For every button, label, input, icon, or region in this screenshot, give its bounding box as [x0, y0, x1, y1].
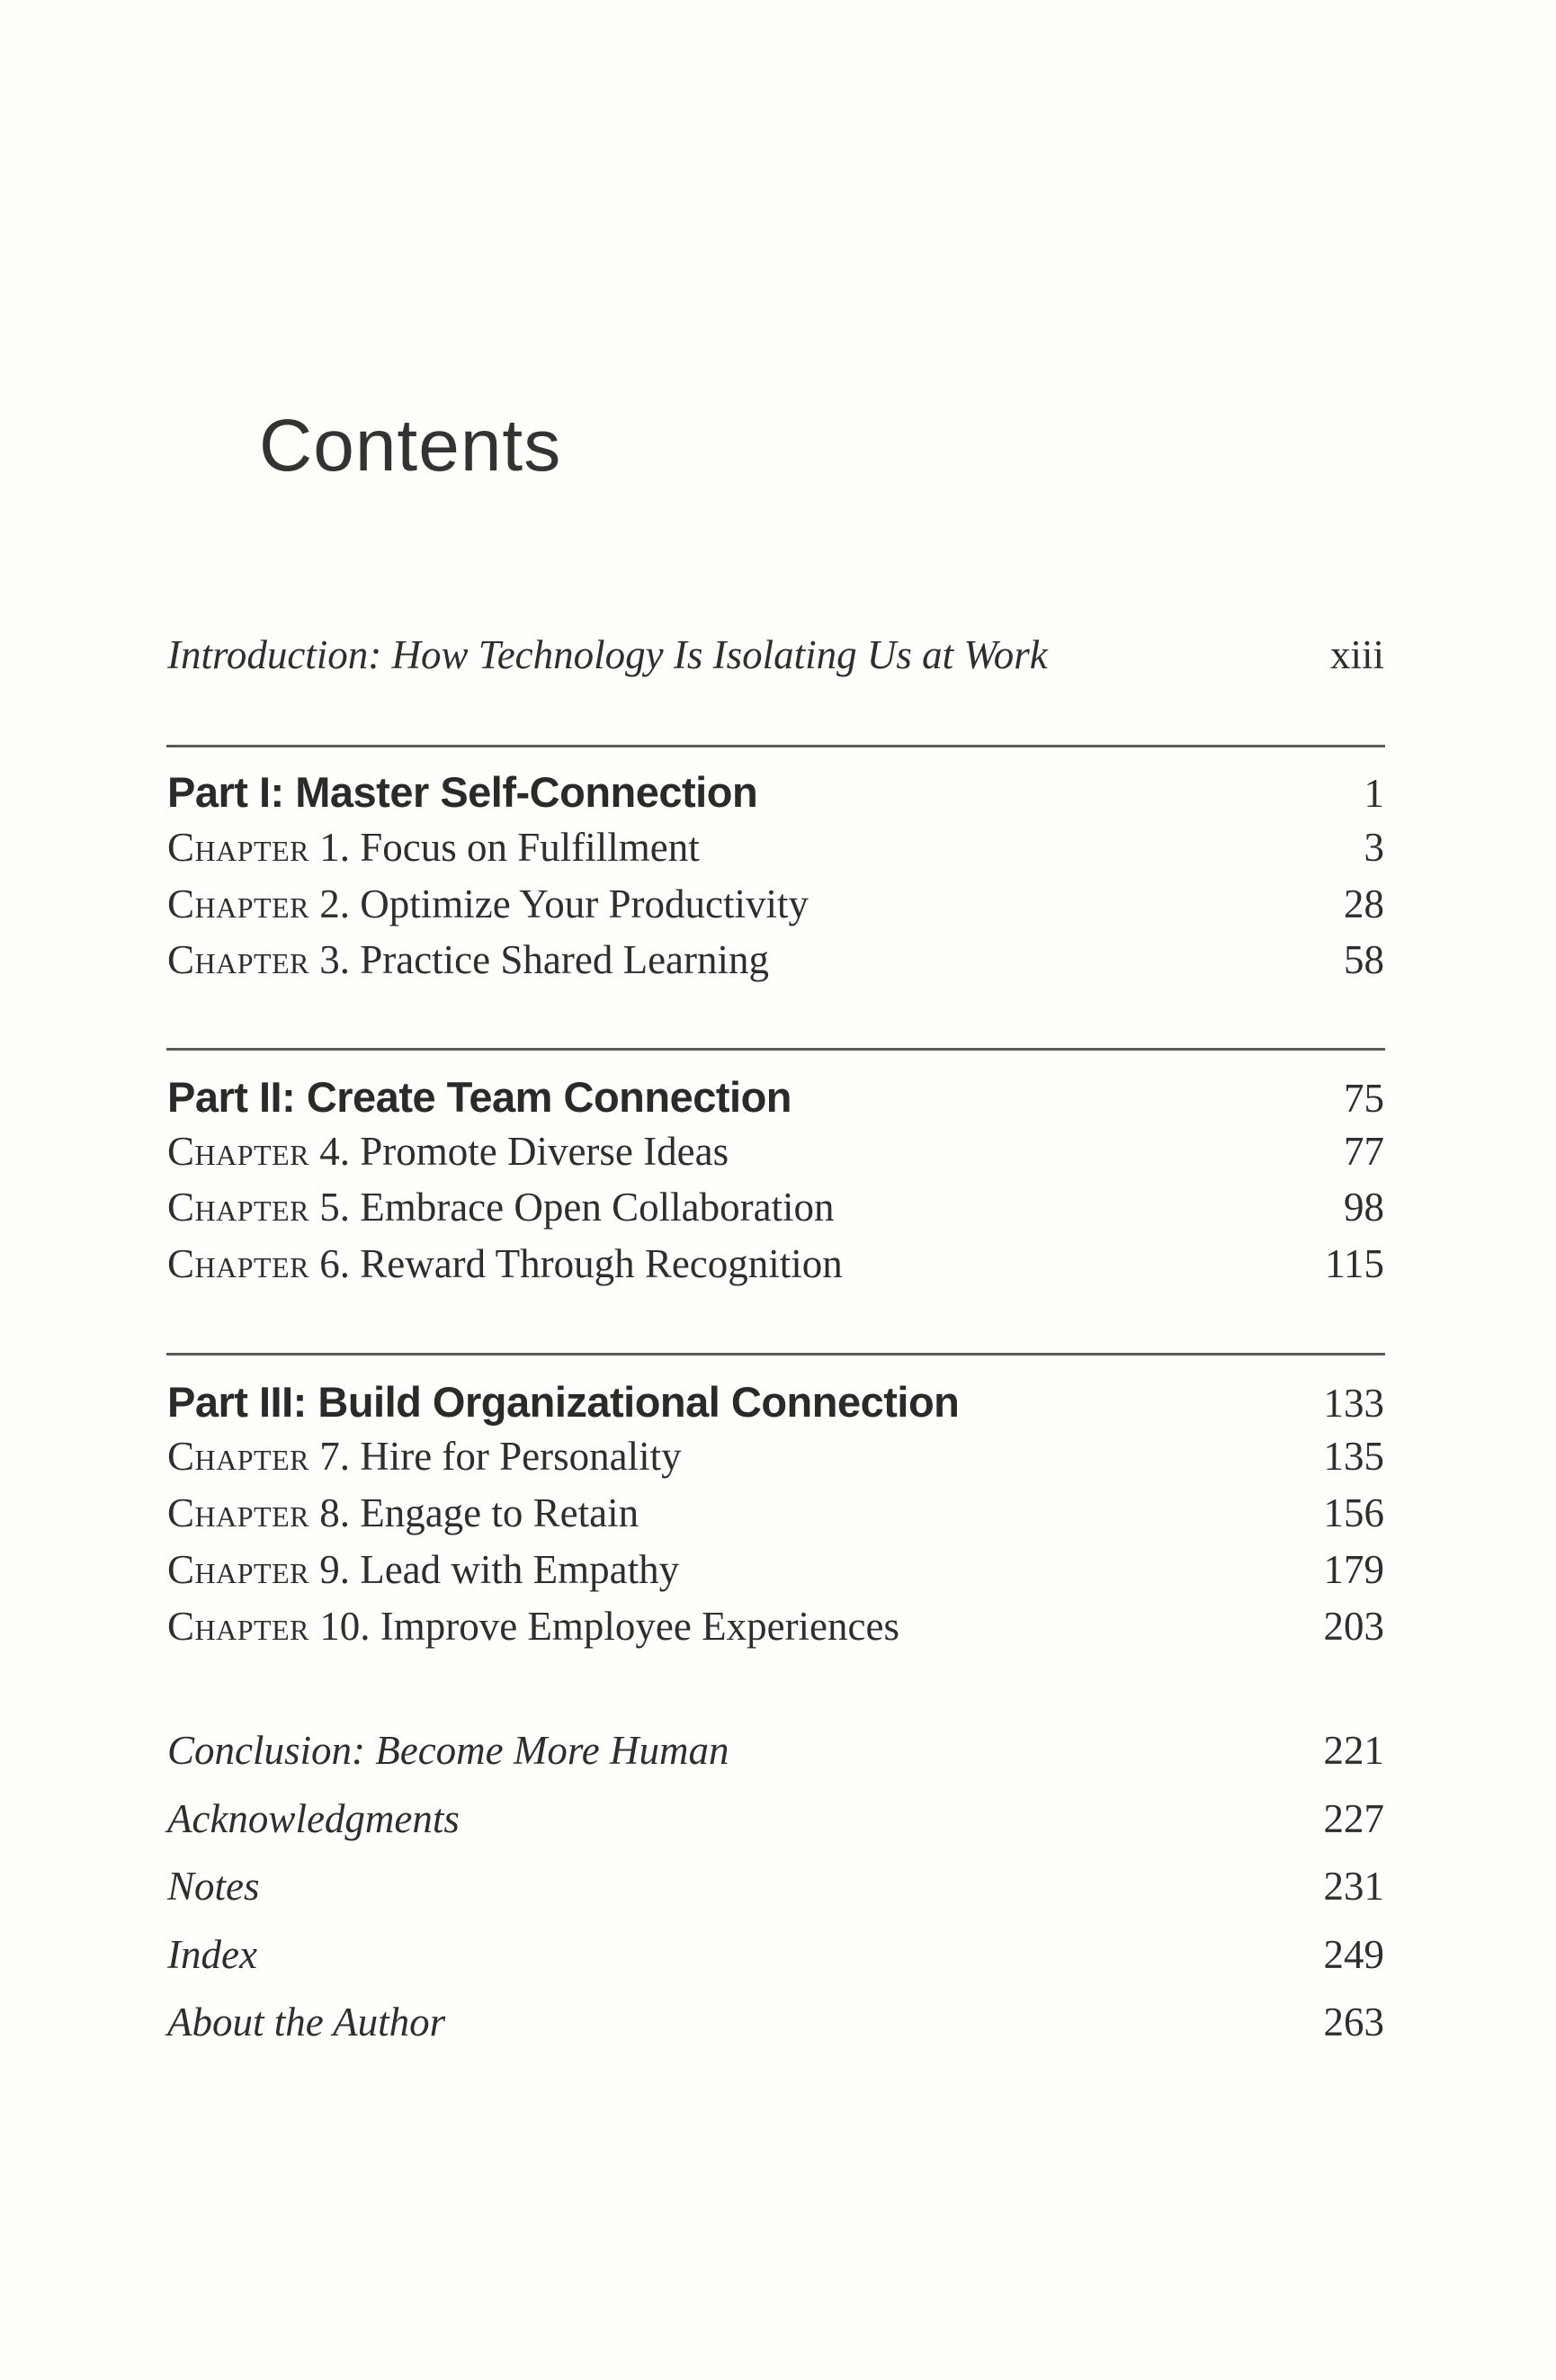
chapter-title: Promote Diverse Ideas [360, 1129, 729, 1174]
toc-part-label: Part III: Build Organizational Connection [167, 1378, 960, 1426]
toc-entry-about-the-author[interactable] [167, 2002, 1384, 2043]
chapter-title: Reward Through Recognition [360, 1241, 843, 1286]
chapter-prefix: Chapter [167, 881, 309, 926]
toc-entry-label: Index [167, 1932, 257, 1977]
toc-part-label: Part II: Create Team Connection [167, 1073, 791, 1121]
section-divider [166, 1353, 1385, 1356]
chapter-prefix: Chapter [167, 937, 309, 982]
page-title: Contents [259, 405, 562, 487]
toc-entry-index[interactable] [167, 1932, 1384, 1977]
chapter-prefix: Chapter [167, 1490, 309, 1535]
chapter-number: 3. [319, 937, 350, 982]
toc-page-number: 179 [1323, 1547, 1384, 1592]
chapter-title: Practice Shared Learning [360, 937, 770, 982]
toc-page-number: 133 [1323, 1381, 1384, 1426]
toc-entry-acknowledgments[interactable] [167, 1796, 1384, 1841]
toc-page-number: 58 [1344, 937, 1384, 982]
toc-page-number: 28 [1344, 881, 1384, 926]
toc-chapter-4[interactable] [167, 1129, 1384, 1174]
toc-part-3[interactable] [167, 1378, 1384, 1426]
toc-page-number: 1 [1364, 771, 1384, 816]
toc-page-number: 249 [1323, 1932, 1384, 1977]
chapter-prefix: Chapter [167, 1604, 309, 1649]
chapter-title: Hire for Personality [360, 1434, 682, 1479]
toc-page-number: 227 [1323, 1796, 1384, 1841]
chapter-prefix: Chapter [167, 1241, 309, 1286]
chapter-title: Lead with Empathy [360, 1547, 680, 1592]
chapter-title: Engage to Retain [360, 1490, 639, 1535]
toc-page-number: 75 [1344, 1076, 1384, 1121]
chapter-prefix: Chapter [167, 825, 309, 870]
toc-entry-label: Introduction: How Technology Is Isolating Us at Work [167, 632, 1048, 677]
toc-page-number: 98 [1344, 1185, 1384, 1230]
toc-page-number: 231 [1323, 1864, 1384, 1909]
toc-entry-notes[interactable] [167, 1866, 1384, 1907]
toc-chapter-9[interactable] [167, 1547, 1384, 1592]
toc-chapter-7[interactable] [167, 1436, 1384, 1477]
chapter-number: 4. [319, 1129, 350, 1174]
chapter-number: 8. [319, 1490, 350, 1535]
toc-page-number: 156 [1323, 1490, 1384, 1535]
section-divider [166, 1048, 1385, 1051]
chapter-prefix: Chapter [167, 1129, 309, 1174]
toc-chapter-8[interactable] [167, 1490, 1384, 1535]
toc-chapter-1[interactable] [167, 825, 1384, 870]
toc-page-number: 203 [1323, 1604, 1384, 1649]
toc-entry-label: Conclusion: Become More Human [167, 1728, 729, 1773]
chapter-number: 5. [319, 1185, 350, 1230]
chapter-number: 10. [319, 1604, 371, 1649]
toc-page-number: 3 [1364, 825, 1384, 870]
chapter-prefix: Chapter [167, 1185, 309, 1230]
toc-chapter-6[interactable] [167, 1241, 1384, 1286]
toc-entry-introduction[interactable] [167, 632, 1384, 677]
toc-entry-conclusion[interactable] [167, 1728, 1384, 1773]
toc-page-number: xiii [1329, 632, 1384, 677]
chapter-title: Optimize Your Productivity [360, 881, 809, 926]
toc-part-1[interactable] [167, 768, 1384, 816]
toc-page-number: 115 [1325, 1241, 1384, 1286]
chapter-number: 1. [319, 825, 350, 870]
toc-entry-label: Notes [167, 1864, 260, 1909]
chapter-title: Embrace Open Collaboration [360, 1185, 835, 1230]
toc-chapter-3[interactable] [167, 937, 1384, 982]
toc-page-number: 221 [1323, 1728, 1384, 1773]
toc-chapter-10[interactable] [167, 1606, 1384, 1647]
toc-page-number: 135 [1323, 1434, 1384, 1479]
chapter-prefix: Chapter [167, 1434, 309, 1479]
chapter-number: 9. [319, 1547, 350, 1592]
toc-page-number: 263 [1323, 2000, 1384, 2044]
chapter-number: 6. [319, 1241, 350, 1286]
chapter-title: Focus on Fulfillment [360, 825, 700, 870]
toc-part-2[interactable] [167, 1073, 1384, 1121]
chapter-number: 2. [319, 881, 350, 926]
section-divider [166, 745, 1385, 747]
toc-chapter-2[interactable] [167, 881, 1384, 926]
chapter-prefix: Chapter [167, 1547, 309, 1592]
chapter-title: Improve Employee Experiences [380, 1604, 899, 1649]
toc-entry-label: Acknowledgments [167, 1796, 460, 1841]
toc-part-label: Part I: Master Self-Connection [167, 768, 758, 816]
toc-entry-label: About the Author [167, 2000, 446, 2044]
toc-page-number: 77 [1344, 1129, 1384, 1174]
chapter-number: 7. [319, 1434, 350, 1479]
toc-chapter-5[interactable] [167, 1187, 1384, 1228]
